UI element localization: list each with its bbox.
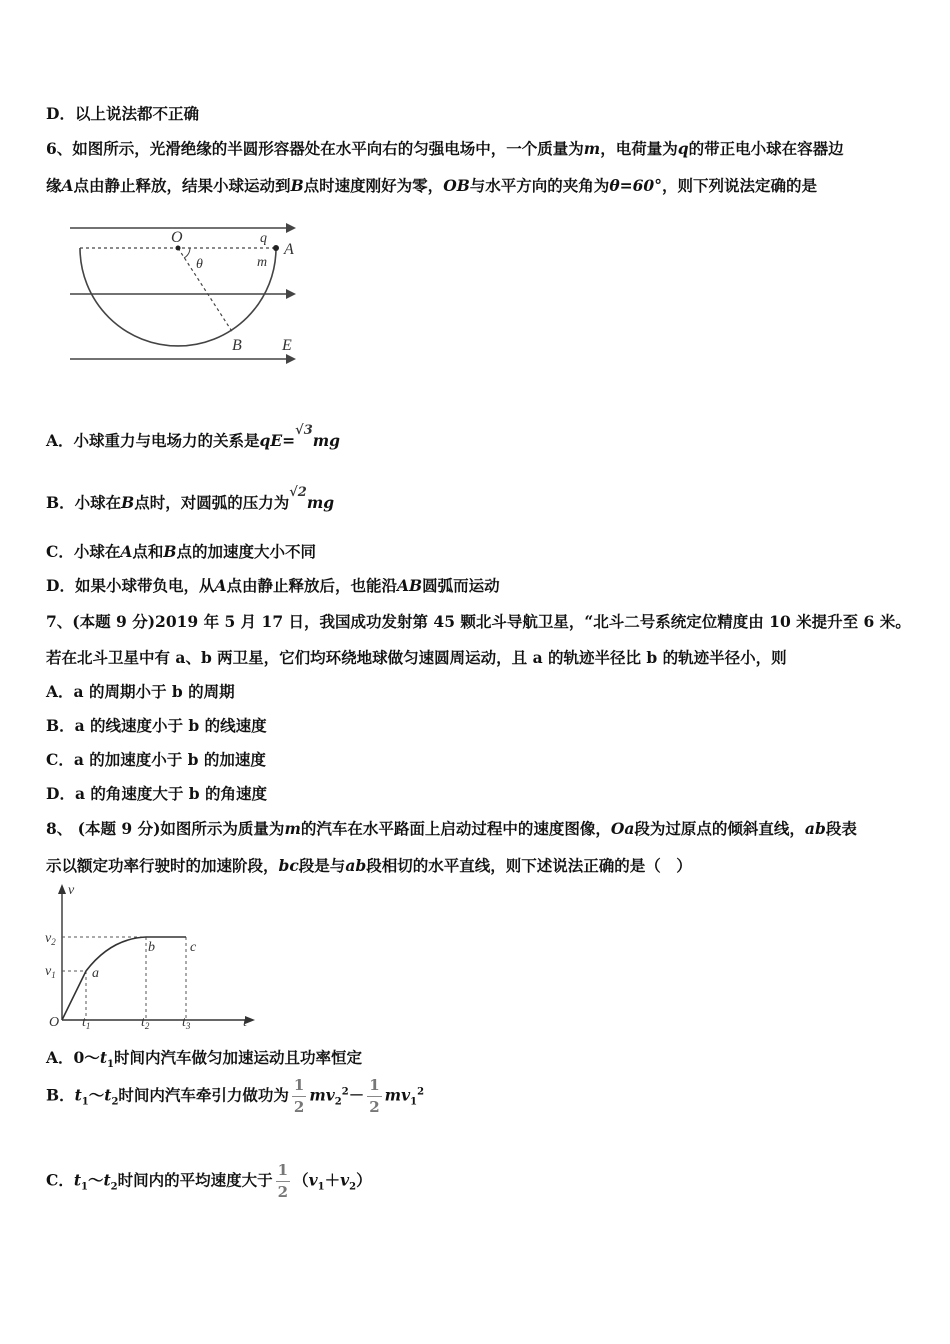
label-v1: $v_1$ (45, 964, 56, 980)
label-t1: $t_1$ (82, 1015, 91, 1031)
q7-option-d: D．a 的角速度大于 b 的角速度 (46, 784, 268, 803)
v-axis-arrow-icon (58, 884, 66, 894)
arrow-icon (286, 223, 296, 233)
label-o: O (171, 229, 183, 246)
label-v2: $v_2$ (45, 931, 56, 947)
q7-stem-line1: 7、(本题 9 分)2019 年 5 月 17 日，我国成功发射第 45 颗北斗导航卫星，“北斗二号系统定位精度由 10 米提升至 6 米。 (46, 612, 911, 631)
fraction-half: $\frac{1}{2}$ (369, 1076, 380, 1116)
q8-option-b: B．$t_1\sim t_2$时间内汽车牵引力做功为 $\frac{1}{2}$ $mv_2^2-$ $\frac{1}{2}$ $mv_1^2$ (46, 1076, 425, 1116)
q6-stem-line1: 6、如图所示，光滑绝缘的半圆形容器处在水平向右的匀强电场中，一个质量为m，电荷量为q的带正电小球在容器边 (46, 139, 844, 158)
fraction-half: $\frac{1}{2}$ (277, 1161, 289, 1201)
label-o: O (49, 1015, 60, 1030)
angle-arc (184, 248, 190, 258)
q7-stem-line2: 若在北斗卫星中有 a、b 两卫星，它们均环绕地球做匀速圆周运动，且 a 的轨迹半径比 b 的轨迹半径小，则 (46, 648, 787, 667)
q6-option-a: A．小球重力与电场力的关系是qE=√3mg (46, 423, 341, 450)
label-c: c (190, 940, 197, 955)
arrow-icon (286, 354, 296, 364)
label-b: B (232, 337, 242, 354)
q7-option-b: B．a 的线速度小于 b 的线速度 (46, 716, 267, 735)
fraction-half: $\frac{1}{2}$ (293, 1076, 305, 1116)
q6-option-c: C．小球在A点和B点的加速度大小不同 (46, 542, 317, 561)
label-t: t (243, 1015, 247, 1030)
label-t3: $t_3$ (182, 1015, 191, 1031)
q8-stem-line1: 8、 (本题 9 分)如图所示为质量为m的汽车在水平路面上启动过程中的速度图像，Oa段为过原点的倾斜直线，ab段表 (46, 819, 857, 838)
q6-figure (60, 220, 310, 370)
label-b: b (148, 940, 155, 955)
q6-stem-line2: 缘A点由静止释放，结果小球运动到B点时速度刚好为零，OB与水平方向的夹角为θ=60°，则下列说法定确的是 (46, 176, 817, 195)
velocity-curve (62, 937, 186, 1020)
q6-option-d: D．如果小球带负电，从A点由静止释放后，也能沿AB圆弧而运动 (46, 576, 500, 595)
ball-point (273, 245, 279, 251)
q8-vt-graph (42, 880, 267, 1035)
q7-option-a: A．a 的周期小于 b 的周期 (46, 682, 235, 701)
arrow-icon (286, 289, 296, 299)
q6-option-b: B．小球在B点时，对圆弧的压力为√2mg (46, 485, 335, 512)
q7-option-c: C．a 的加速度小于 b 的加速度 (46, 750, 266, 769)
q8-stem-line2: 示以额定功率行驶时的加速阶段，bc段是与ab段相切的水平直线，则下述说法正确的是（ ） (46, 856, 692, 875)
label-v: v (68, 883, 75, 898)
label-a: A (284, 241, 294, 258)
label-m: m (257, 255, 268, 270)
radius-ob (178, 248, 233, 333)
label-e: E (282, 337, 292, 354)
q5-option-d: D．以上说法都不正确 (46, 104, 199, 123)
q8-option-c: C．$t_1\sim t_2$时间内的平均速度大于 $\frac{1}{2}$ $(v_1+v_2)$ (46, 1161, 372, 1201)
semicircle-container (80, 248, 276, 346)
center-point (176, 246, 181, 251)
label-a: a (92, 966, 99, 981)
label-q: q (260, 231, 267, 246)
label-theta: θ (196, 257, 203, 272)
q8-option-a: A．$0\sim t_1$时间内汽车做匀加速运动且功率恒定 (46, 1048, 362, 1071)
label-t2: $t_2$ (141, 1015, 150, 1031)
